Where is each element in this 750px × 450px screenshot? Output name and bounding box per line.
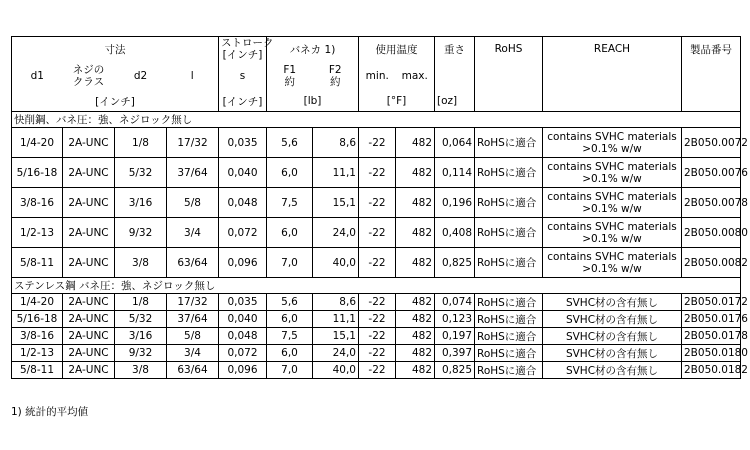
dimensions-header: 寸法	[12, 37, 219, 62]
thread-class-line2: クラス	[72, 76, 105, 88]
temp-min-cell: -22	[359, 294, 396, 311]
reach-line1: contains SVHC materials	[547, 190, 677, 203]
f2-line2: 約	[330, 76, 341, 88]
reach-cell: SVHC材の含有無し	[543, 362, 682, 379]
reach-cell: SVHC材の含有無し	[543, 328, 682, 345]
f1-cell: 6,0	[267, 311, 313, 328]
stroke-header	[219, 37, 274, 62]
temp-max-cell: 482	[396, 188, 435, 218]
table-row	[12, 311, 741, 328]
thread-class-cell: 2A-UNC	[63, 218, 115, 248]
f1-cell: 7,0	[267, 362, 313, 379]
part-number-cell: 2B050.0078	[682, 188, 741, 218]
temp-max-cell: 482	[396, 311, 435, 328]
d2-cell: 1/8	[115, 294, 167, 311]
rohs-header: RoHS	[475, 37, 543, 62]
d2-header: d2	[133, 70, 148, 82]
thread-class-cell: 2A-UNC	[63, 248, 115, 278]
temp-max-cell: 482	[396, 362, 435, 379]
f2-cell: 40,0	[313, 248, 359, 278]
weight-cell: 0,064	[435, 128, 475, 158]
l-cell: 37/64	[167, 311, 219, 328]
d1-cell: 5/8-11	[12, 362, 63, 379]
thread-class-cell: 2A-UNC	[63, 345, 115, 362]
l-cell: 17/32	[167, 128, 219, 158]
s-header: s	[219, 61, 267, 91]
d2-cell: 3/8	[115, 362, 167, 379]
stroke-cell: 0,040	[219, 158, 267, 188]
rohs-cell: RoHSに適合	[475, 362, 543, 379]
f1-cell: 6,0	[267, 345, 313, 362]
weight-cell: 0,825	[435, 248, 475, 278]
thread-class-cell: 2A-UNC	[63, 311, 115, 328]
weight-cell: 0,197	[435, 328, 475, 345]
part-unit-spacer	[682, 91, 741, 112]
temp-min-header: min.	[359, 61, 396, 91]
rohs-cell: RoHSに適合	[475, 248, 543, 278]
d2-cell: 5/32	[115, 311, 167, 328]
d1-cell: 1/2-13	[12, 218, 63, 248]
reach-line2: >0.1% w/w	[582, 142, 642, 155]
table-row	[12, 218, 741, 248]
stroke-cell: 0,048	[219, 328, 267, 345]
rohs-cell: RoHSに適合	[475, 311, 543, 328]
d2-cell: 3/16	[115, 188, 167, 218]
f2-cell: 8,6	[313, 294, 359, 311]
section-title-row	[12, 278, 741, 294]
f1-cell: 5,6	[267, 128, 313, 158]
temp-max-header: max.	[401, 70, 428, 82]
table-row	[12, 248, 741, 278]
temp-min-cell: -22	[359, 328, 396, 345]
f1-line1: F1	[283, 64, 297, 76]
part-number-cell: 2B050.0082	[682, 248, 741, 278]
weight-cell: 0,397	[435, 345, 475, 362]
temp-min-cell: -22	[359, 218, 396, 248]
reach-cell: SVHC材の含有無し	[543, 345, 682, 362]
f2-cell: 15,1	[313, 188, 359, 218]
temp-min-cell: -22	[359, 345, 396, 362]
part-number-cell: 2B050.0176	[682, 311, 741, 328]
l-cell: 63/64	[167, 362, 219, 379]
unit-inch-stroke: [インチ]	[219, 91, 267, 112]
f2-line1: F2	[328, 64, 342, 76]
l-cell: 3/4	[167, 218, 219, 248]
rohs-cell: RoHSに適合	[475, 188, 543, 218]
table-row	[12, 188, 741, 218]
temp-min-cell: -22	[359, 362, 396, 379]
reach-line2: >0.1% w/w	[582, 232, 642, 245]
temp-max-cell: 482	[396, 345, 435, 362]
temp-max-cell: 482	[396, 248, 435, 278]
f1-cell: 7,0	[267, 248, 313, 278]
f2-cell: 24,0	[313, 345, 359, 362]
weight-cell: 0,074	[435, 294, 475, 311]
d2-cell: 9/32	[115, 345, 167, 362]
temp-max-cell: 482	[396, 128, 435, 158]
temp-max-cell: 482	[396, 218, 435, 248]
stroke-cell: 0,096	[219, 248, 267, 278]
header-row-2	[12, 61, 741, 91]
f2-header	[313, 61, 359, 91]
rohs-cell: RoHSに適合	[475, 294, 543, 311]
temp-max-cell: 482	[396, 158, 435, 188]
part-number-cell: 2B050.0180	[682, 345, 741, 362]
unit-inch-dimensions: [インチ]	[12, 91, 219, 112]
f1-header	[267, 61, 313, 91]
f1-cell: 7,5	[267, 188, 313, 218]
f2-cell: 15,1	[313, 328, 359, 345]
stroke-cell: 0,048	[219, 188, 267, 218]
reach-header-spacer	[543, 61, 682, 91]
reach-cell	[543, 188, 682, 218]
d2-cell: 5/32	[115, 158, 167, 188]
spec-table	[11, 36, 748, 379]
stroke-cell: 0,040	[219, 311, 267, 328]
reach-line1: contains SVHC materials	[547, 130, 677, 143]
weight-header-spacer	[435, 61, 475, 91]
table-row	[12, 128, 741, 158]
table-row	[12, 294, 741, 311]
table-row	[12, 362, 741, 379]
temp-min-cell: -22	[359, 311, 396, 328]
weight-cell: 0,114	[435, 158, 475, 188]
part-number-cell: 2B050.0080	[682, 218, 741, 248]
reach-line2: >0.1% w/w	[582, 202, 642, 215]
reach-line1: contains SVHC materials	[547, 220, 677, 233]
rohs-cell: RoHSに適合	[475, 345, 543, 362]
unit-lb: [lb]	[267, 91, 359, 112]
weight-cell: 0,408	[435, 218, 475, 248]
unit-fahrenheit: [°F]	[359, 91, 435, 112]
f1-line2: 約	[284, 76, 295, 88]
stroke-cell: 0,072	[219, 345, 267, 362]
d1-cell: 1/4-20	[12, 128, 63, 158]
reach-cell: SVHC材の含有無し	[543, 294, 682, 311]
unit-oz: [oz]	[435, 91, 475, 112]
l-cell: 5/8	[167, 188, 219, 218]
thread-class-header	[63, 61, 115, 91]
f2-cell: 8,6	[313, 128, 359, 158]
reach-cell: SVHC材の含有無し	[543, 311, 682, 328]
f1-cell: 7,5	[267, 328, 313, 345]
thread-class-line1: ネジの	[72, 64, 105, 76]
d1-cell: 5/16-18	[12, 158, 63, 188]
f2-cell: 40,0	[313, 362, 359, 379]
table-row	[12, 345, 741, 362]
d1-cell: 5/8-11	[12, 248, 63, 278]
section-stainless-steel	[12, 278, 748, 379]
l-cell: 5/8	[167, 328, 219, 345]
d1-cell: 5/16-18	[12, 311, 63, 328]
d2-cell: 3/8	[115, 248, 167, 278]
d2-cell: 1/8	[115, 128, 167, 158]
reach-line2: >0.1% w/w	[582, 262, 642, 275]
reach-cell	[543, 218, 682, 248]
l-cell: 63/64	[167, 248, 219, 278]
thread-class-cell: 2A-UNC	[63, 362, 115, 379]
section-free-cutting-steel	[12, 112, 748, 278]
d1-cell: 1/2-13	[12, 345, 63, 362]
section-title-row	[12, 112, 741, 128]
f1-cell: 6,0	[267, 218, 313, 248]
reach-unit-spacer	[543, 91, 682, 112]
thread-class-cell: 2A-UNC	[63, 294, 115, 311]
weight-cell: 0,825	[435, 362, 475, 379]
rohs-header-spacer	[475, 61, 543, 91]
temp-min-cell: -22	[359, 158, 396, 188]
rohs-cell: RoHSに適合	[475, 158, 543, 188]
rohs-cell: RoHSに適合	[475, 328, 543, 345]
temp-min-cell: -22	[359, 128, 396, 158]
temp-max-cell: 482	[396, 294, 435, 311]
rohs-cell: RoHSに適合	[475, 128, 543, 158]
reach-cell	[543, 128, 682, 158]
part-number-cell: 2B050.0172	[682, 294, 741, 311]
f1-cell: 5,6	[267, 294, 313, 311]
d1-cell: 3/8-16	[12, 328, 63, 345]
thread-class-cell: 2A-UNC	[63, 328, 115, 345]
thread-class-cell: 2A-UNC	[63, 188, 115, 218]
l-cell: 17/32	[167, 294, 219, 311]
reach-cell	[543, 158, 682, 188]
stroke-cell: 0,096	[219, 362, 267, 379]
part-number-cell: 2B050.0182	[682, 362, 741, 379]
d1-header: d1	[12, 61, 63, 91]
spring-force-header: バネカ 1)	[267, 37, 359, 62]
stroke-cell: 0,072	[219, 218, 267, 248]
stroke-cell: 0,035	[219, 294, 267, 311]
f1-cell: 6,0	[267, 158, 313, 188]
weight-cell: 0,196	[435, 188, 475, 218]
temp-max-cell: 482	[396, 328, 435, 345]
f2-cell: 24,0	[313, 218, 359, 248]
section-title: 快削鋼、バネ圧：強、ネジロック無し	[12, 112, 741, 128]
weight-cell: 0,123	[435, 311, 475, 328]
f2-cell: 11,1	[313, 158, 359, 188]
l-cell: 3/4	[167, 345, 219, 362]
rohs-unit-spacer	[475, 91, 543, 112]
stroke-header-line1: ストローク	[221, 37, 274, 49]
f2-cell: 11,1	[313, 311, 359, 328]
temp-min-cell: -22	[359, 188, 396, 218]
rohs-cell: RoHSに適合	[475, 218, 543, 248]
section-title: ステンレス鋼 バネ圧：強、ネジロック無し	[12, 278, 741, 294]
thread-class-cell: 2A-UNC	[63, 128, 115, 158]
l-header: l	[190, 70, 194, 82]
reach-line2: >0.1% w/w	[582, 172, 642, 185]
d1-cell: 1/4-20	[12, 294, 63, 311]
l-cell: 37/64	[167, 158, 219, 188]
part-number-cell: 2B050.0072	[682, 128, 741, 158]
weight-header: 重さ	[435, 37, 475, 62]
part-header-spacer	[682, 61, 741, 91]
part-number-cell: 2B050.0076	[682, 158, 741, 188]
d2-cell: 3/16	[115, 328, 167, 345]
table-row	[12, 328, 741, 345]
thread-class-cell: 2A-UNC	[63, 158, 115, 188]
stroke-header-line2: [インチ]	[222, 49, 263, 61]
header-row-units	[12, 91, 741, 112]
part-number-cell: 2B050.0178	[682, 328, 741, 345]
reach-line1: contains SVHC materials	[547, 160, 677, 173]
d1-cell: 3/8-16	[12, 188, 63, 218]
stroke-cell: 0,035	[219, 128, 267, 158]
reach-header: REACH	[543, 37, 682, 62]
header-row-1	[12, 37, 741, 62]
reach-cell	[543, 248, 682, 278]
table-row	[12, 158, 741, 188]
footnote: 1) 統計的平均値	[11, 406, 89, 418]
d2-cell: 9/32	[115, 218, 167, 248]
temperature-header: 使用温度	[359, 37, 435, 62]
temp-min-cell: -22	[359, 248, 396, 278]
part-number-header: 製品番号	[682, 37, 741, 62]
reach-line1: contains SVHC materials	[547, 250, 677, 263]
